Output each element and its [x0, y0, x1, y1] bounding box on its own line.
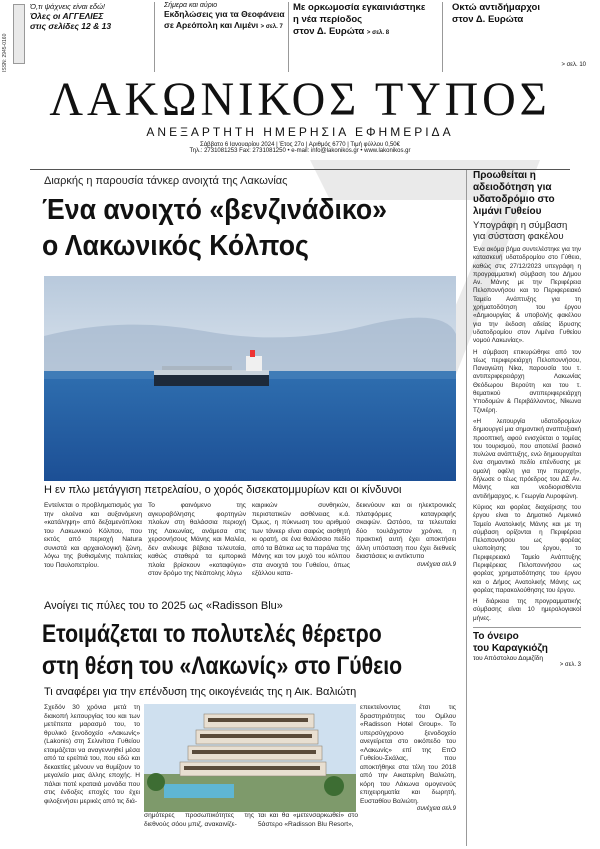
- second-headline-line: Ετοιμάζεται το πολυτελές θέρετρο: [42, 620, 382, 648]
- second-column: ται και θα «μετενσαρκωθεί» στο 5άστερο «Radisson Blu Resort»,: [258, 812, 358, 828]
- column-teaser-title: του Καραγκιόζη: [473, 643, 548, 655]
- teaser-line: Εκδηλώσεις για τα Θεοφάνεια: [164, 9, 285, 19]
- page-ref: > σελ. 3: [559, 662, 581, 669]
- teaser-line: Με ορκωμοσία εγκαινιάστηκε: [293, 2, 426, 13]
- teaser-line: σε Αρεόπολη και Λιμένι: [164, 20, 259, 30]
- sidebar-article: [466, 170, 581, 846]
- sidebar-subhead: Υπογράφη η σύμβαση για σύσταση φακέλου: [473, 220, 568, 242]
- sidebar-paragraph: Κύριος και φορέας διαχείρισης του έργου είναι το Δημοτικό Λιμενικό Ταμείο Ανατολικής Μάνης και με τη σύμβαση ορίζονται η Περιφέρεια Πελοποννήσου ως φορέας υλοποίησης του έργου, το Περιφερειακό Ταμείο Ανάπτυξης Περιφέρειας Πελοποννήσου ως φορέας χρηματοδότησης του έργου και ο Δήμος Ανατολικής Μάνης ως φορέας παρακολούθησης του έργου.: [473, 503, 581, 594]
- publisher-logo: [13, 4, 25, 64]
- column-teaser[interactable]: [473, 627, 581, 668]
- newspaper-name: ΛΑΚΩΝΙΚΟΣ ΤΥΠΟΣ: [49, 73, 551, 126]
- teaser-line: Όλες οι ΑΓΓΕΛΙΕΣ: [30, 11, 104, 21]
- teaser-deputy-mayors[interactable]: [452, 2, 592, 72]
- column-author: του Απόστολου Δομιζίδη: [473, 655, 543, 663]
- second-kicker: Ανοίγει τις πύλες του το 2025 ως «Radisson Blu»: [44, 600, 283, 612]
- continued-link[interactable]: συνέχεια σελ.9: [416, 561, 456, 568]
- newspaper-subtitle: ΑΝΕΞΑΡΤΗΤΗ ΗΜΕΡΗΣΙΑ ΕΦΗΜΕΡΙΔΑ: [146, 125, 454, 139]
- lead-headline[interactable]: [42, 192, 428, 264]
- sidebar-paragraph: «Η λειτουργία υδατοδρομίων δημιουργεί μια σημαντική αναπτυξιακή προοπτική, αφού ενισχύεται ο τομέας του τουρισμού, που αποτελεί βασικό πυλώνα ανάπτυξης, ενώ δημιουργείται ένα σημαντικό πεδίο επένδυσης με ομαλή οφέλη για την περιοχή», δήλωσε ο τέως πρόεδρος του ΔΣ Αν. Μάνης και νεοδιορισθέντα αντιδήμαρχος, κ. Γεωργία Λυροφώνη.: [473, 417, 581, 500]
- sidebar-paragraph: Η σύμβαση επικυρώθηκε από τον τέως περιφερειάρχη Πελοποννήσου, Παναγιώτη Νίκα, παρουσία του τ. αντιπεριφερειάρχη Λακωνίας Θεόδωρου Βερούτη και του τ. θεματικού αντιπεριφερειάρχη Υποδομών & Περιβάλλοντος, Νίκωνα Τζινιέρη.: [473, 348, 581, 414]
- hotel-render-photo: [144, 704, 356, 812]
- second-headline-line: στη θέση του «Λακωνίς» στο Γύθειο: [42, 652, 403, 680]
- lead-headline-line: ο Λακωνικός Κόλπος: [42, 230, 309, 262]
- page-ref: > σελ. 10: [561, 62, 586, 68]
- teaser-line: Σήμερα και αύριο: [164, 2, 218, 9]
- second-column: σημότερες προσωπικότητες της διεθνούς σόου μπιζ, ανακαινίζε-: [144, 812, 254, 828]
- second-column: Σχεδόν 30 χρόνια μετά τη διακοπή λειτουργίας του και των μετέπειτα μαρασμό του, το θρυλικό ξενοδοχείο «Λακωνίς» (Lakonis) στη Σελινίτσα Γυθείου ετοιμάζεται να αναγεννηθεί μέσα από τα ερείπιά του, που εδώ και δεκαετίες μένουν να θυμίζουν το μεγαλείο μιας άλλης εποχής. Η πάλαι ποτέ κραταιά μονάδα που στις ένδοξες εποχές του έχει φιλοξενήσει μερικές από τις διά-: [44, 704, 140, 805]
- sidebar-headline[interactable]: Προωθείται η αδειοδότηση για υδατοδρόμιο στο λιμάνι Γυθείου: [473, 170, 555, 217]
- teaser-line: στις σελίδες 12 & 13: [30, 21, 112, 31]
- lead-column: Το φαινόμενο της αγκυροβόλησης φορτηγών πλοίων στη θαλάσσια περιοχή της Λακωνίας, ανάμεσα στις χερσονήσους Μάνης και Μαλέα, δεν ανέκυψε βέβαια τελευταία, καθώς σταθερά τα εμπορικά πλοία βρίσκουν «καταφύγιο» στον δρόμο της Νεάπολης λόγω: [148, 502, 246, 577]
- page-ref: > σελ. 8: [366, 30, 390, 36]
- lead-column: καιρικών συνθηκών, περιστατικών ασθένειας κ.ά. Όμως, η πύκνωση του αριθμού των τάνκερ είναι σαφώς αισθητή κι ορατή, σε ένα θαλάσσιο πεδίο από τα Βάτικα ως τα παράλια της Μάνης και τον μυχό του κόλπου στα ανοιχτά του Γυθείου, όπως εξάλλου κατα-: [252, 502, 350, 577]
- tanker-photo: [44, 276, 456, 481]
- teaser-theophany[interactable]: [164, 2, 289, 72]
- teaser-classifieds[interactable]: [30, 2, 155, 72]
- second-headline[interactable]: [42, 618, 403, 682]
- teaser-swearing-in[interactable]: [293, 2, 443, 72]
- issn-label: ISSN: 2945-0160: [2, 33, 8, 72]
- continued-link[interactable]: συνέχεια σελ.9: [416, 806, 456, 812]
- lead-column: Εντείνεται ο προβληματισμός για την ολοένα και αυξανόμενη «κατάληψη» από δεξαμενόπλοια του Λακωνικού Κόλπου, που εκτός από περιοχή Natura συνιστά και αρχαιολογική ζώνη, λόγω της βυθισμένης πολιτείας του Παυλοπετρίου.: [44, 502, 142, 569]
- teaser-line: η νέα περίοδος: [293, 14, 363, 25]
- teaser-line: Οκτώ αντιδήμαρχοι: [452, 2, 540, 13]
- issue-info: Σάββατο 6 Ιανουαρίου 2024 | Έτος 27ο | Αριθμός 6770 | Τιμή φύλλου 0,50€: [200, 142, 400, 148]
- teaser-line: στον Δ. Ευρώτα: [293, 26, 365, 37]
- teaser-line: στον Δ. Ευρώτα: [452, 14, 524, 25]
- masthead: [0, 73, 600, 154]
- page-ref: > σελ. 7: [260, 24, 283, 30]
- sidebar-paragraph: Ένα ακόμα βήμα συντελέστηκε για την κατασκευή υδατοδρομίου στο Γύθειο, καθώς στις 27/12/2023 υπεγράφη η προγραμματική σύμβαση του Δήμου Αν. Μάνης με την Περιφέρεια Πελοποννήσου και το Περιφερειακό Ταμείο Ανάπτυξης για τη χρηματοδότηση του έργου «Δημιουργίας & υποβολής φακέλου για την έκδοση αδείας ίδρυσης υδατοδρομίου στον Λιμένα Γυθείου νομού Λακωνίας».: [473, 246, 581, 345]
- lead-column: δεικνύουν και οι ηλεκτρονικές πλατφόρμες καταγραφής σκαφών. Ωστόσο, τα τελευταία δύο τουλάχιστον χρόνια, η πρακτική αυτή έχει αποκτήσει άλλη υπόσταση που έχει διεθνείς διαστάσεις κι αντίκτυπο: [356, 502, 456, 560]
- contact-info: Τηλ.: 2731081253 Fax: 2731081250 • e-mail: info@lakonikos.gr • www.lakonikos.gr: [189, 148, 411, 154]
- sidebar-paragraph: Η διάρκεια της προγραμματικής σύμβασης είναι 10 ημερολογιακοί μήνες.: [473, 598, 581, 622]
- lead-kicker: Διαρκής η παρουσία τάνκερ ανοιχτά της Λακωνίας: [44, 175, 288, 187]
- teaser-line: Ό,τι ψάχνεις είναι εδώ!: [30, 2, 105, 11]
- second-column: επεκτείνοντας έτσι τις δραστηριότητες του Ομίλου «Radisson Hotel Group». Το υπερσύγχρονο ξενοδοχείο ανεγείρεται στο οικόπεδο του «Λακωνίς» επί της ΕπΟ Γυθείου-Σκάλας, που αποκτήθηκε στα τέλη του 2018 από την Αικατερίνη Βαλιώτη, κόρη του Λάκωνα ομογενούς επιχειρηματία και δωρητή, Ευσταθίου Βαλιώτη.: [360, 704, 456, 805]
- lead-headline-line: Ένα ανοιχτό «βενζινάδικο»: [42, 194, 387, 226]
- column-teaser-title: Το όνειρο: [473, 631, 519, 643]
- second-deck: Τι αναφέρει για την επένδυση της οικογένειάς της η Αικ. Βαλιώτη: [44, 686, 357, 698]
- lead-photo-caption: Η εν πλω μετάγγιση πετρελαίου, ο χορός δισεκατομμυρίων και οι κίνδυνοι: [44, 484, 402, 496]
